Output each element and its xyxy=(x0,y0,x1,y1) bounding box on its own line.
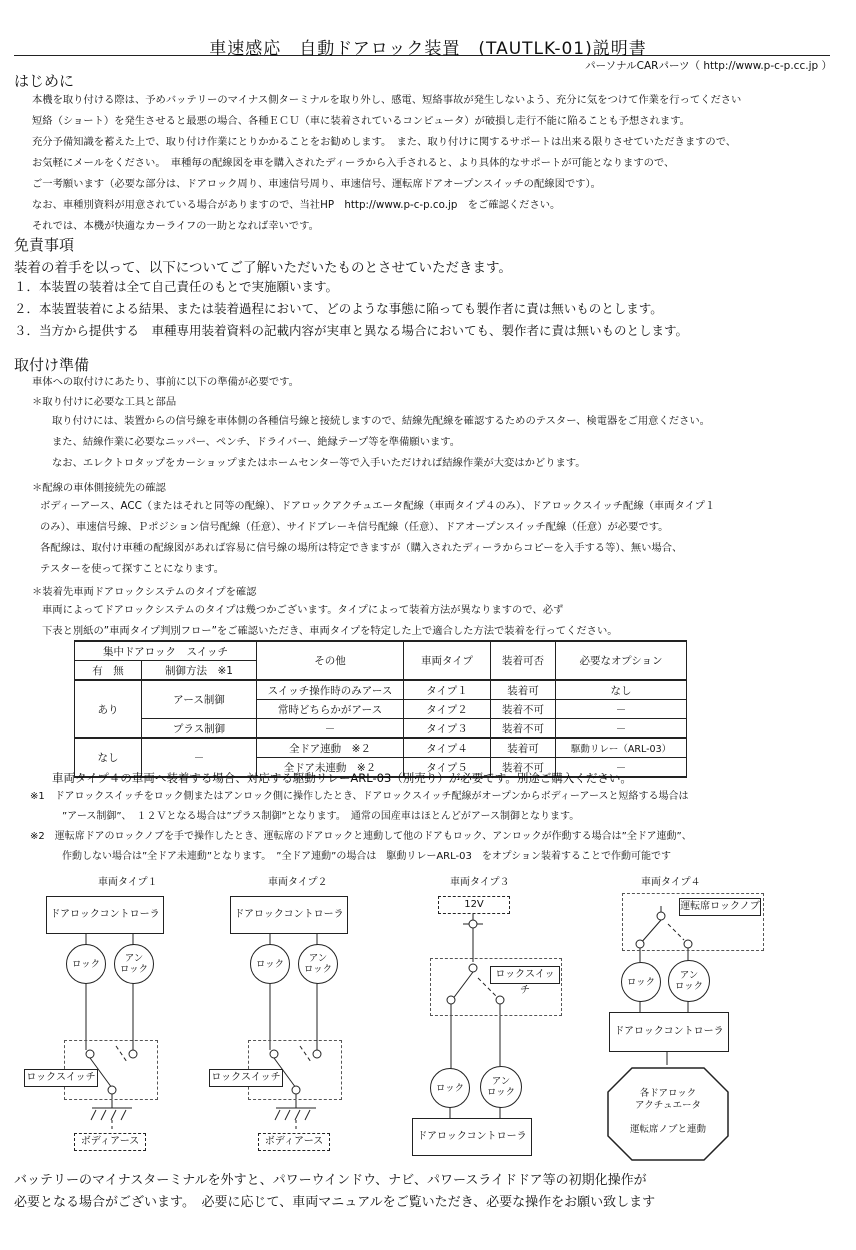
cell-other: 全ドア未連動 ※２ xyxy=(257,758,404,778)
intro-line: 短絡（ショート）を発生させると最悪の場合、各種ＥＣＵ（車に装着されているコンピュータ）が破損し走行不能に陥ることも予想されます。 xyxy=(32,115,690,127)
prep-lead: 車体への取付けにあたり、事前に以下の準備が必要です。 xyxy=(32,376,299,388)
col-vehicle-type: 車両タイプ xyxy=(404,641,491,680)
type4-unlock: アン ロック xyxy=(668,960,710,1002)
col-option: 必要なオプション xyxy=(556,641,687,680)
note-type4: 車両タイプ４の車両へ装着する場合、対応する駆動リレーARL-03（別売り）が必要です。別途ご購入ください。 xyxy=(52,771,632,785)
cell-nashi: なし xyxy=(75,738,142,777)
shop-name: パーソナルCARパーツ（ http://www.p-c-p.cc.jp ） xyxy=(585,60,832,72)
type1-controller: ドアロックコントローラ xyxy=(46,896,164,934)
tools-line: なお、エレクトロタップをカーショップまたはホームセンター等で入手いただければ結線作業が大変はかどります。 xyxy=(52,457,586,469)
cell-ok: 装着不可 xyxy=(491,700,556,719)
cell-earth: アース制御 xyxy=(142,680,257,719)
page-title: 車速感応 自動ドアロック装置 (TAUTLK-01)説明書 xyxy=(209,39,647,59)
disclaimer-heading: 免責事項 xyxy=(14,236,75,254)
type3-controller: ドアロックコントローラ xyxy=(412,1118,532,1156)
col-installable: 装着可否 xyxy=(491,641,556,680)
disclaimer-lead: 装着の着手を以って、以下についてご了解いただいたものとさせていただきます。 xyxy=(14,260,512,276)
tools-line: 取り付けには、装置からの信号線を車体側の各種信号線と接続しますので、結線先配線を確認するためのテスター、検電器をご用意ください。 xyxy=(52,415,710,427)
wiring-line: ボディーアース、ACC（またはそれと同等の配線）、ドアロックアクチュエータ配線（車両タイプ４のみ）、ドアロックスイッチ配線（車両タイプ１ xyxy=(40,500,716,512)
caption-type2: 車両タイプ２ xyxy=(268,877,328,888)
note-2a: ※2 運転席ドアのロックノブを手で操作したとき、運転席のドアロックと連動して他のドアもロック、アンロックが作動する場合は”全ドア連動”、 xyxy=(30,831,692,842)
type4-lock: ロック xyxy=(621,962,661,1002)
cell-other: － xyxy=(257,719,404,739)
intro-heading: はじめに xyxy=(14,72,75,90)
intro-line: ご一考願います（必要な部分は、ドアロック周り、車速信号周り、車速信号、運転席ドアオープンスイッチの配線図です）。 xyxy=(32,178,601,190)
caption-type1: 車両タイプ１ xyxy=(98,877,158,888)
cell-option: 駆動リレー（ARL-03） xyxy=(556,738,687,758)
cell-option: － xyxy=(556,758,687,778)
cell-ok: 装着可 xyxy=(491,738,556,758)
cell-ok: 装着不可 xyxy=(491,719,556,739)
footer-line: 必要となる場合がございます。 必要に応じて、車両マニュアルをご覧いただき、必要な操作をお願い致します xyxy=(14,1195,656,1210)
cell-option: － xyxy=(556,700,687,719)
cell-dash: － xyxy=(142,738,257,777)
prep-heading: 取付け準備 xyxy=(14,356,90,374)
type2-lock: ロック xyxy=(250,944,290,984)
tools-line: また、結線作業に必要なニッパー、ペンチ、ドライバー、絶縁テープ等を準備願います。 xyxy=(52,436,461,448)
type-line: 車両によってドアロックシステムのタイプは幾つかございます。タイプによって装着方法が異なりますので、必ず xyxy=(42,604,564,616)
type2-controller: ドアロックコントローラ xyxy=(230,896,348,934)
note-1b: ”アース制御”、 １２Ｖとなる場合は”プラス制御”となります。 通常の国産車はほとんどがアース制御となります。 xyxy=(62,811,580,822)
footer-note xyxy=(14,1170,655,1214)
type4-driver-knob: 運転席ロックノブ xyxy=(679,898,761,916)
intro-line: 充分予備知識を蓄えた上で、取り付け作業にとりかかることをお勧めします。 また、取り付けに関するサポートは出来る限りさせていただきますので、 xyxy=(32,136,737,148)
type2-body-earth: ボディアース xyxy=(258,1133,330,1151)
wiring-line: のみ）、車速信号線、Ｐポジション信号配線（任意）、サイドブレーキ信号配線（任意）、ドアオープンスイッチ配線（任意）が必要です。 xyxy=(40,521,669,533)
type3-12v: 12V xyxy=(438,896,510,914)
caption-type3: 車両タイプ３ xyxy=(450,877,510,888)
tools-heading: ＊取り付けに必要な工具と部品 xyxy=(32,396,177,408)
col-central-lock: 集中ドアロック スイッチ xyxy=(75,641,257,661)
note-2b: 作動しない場合は”全ドア未連動”となります。 ”全ドア連動”の場合は 駆動リレーARL-03 をオプション装着することで作動可能です xyxy=(62,851,671,862)
intro-line: それでは、本機が快適なカーライフの一助となれば幸いです。 xyxy=(32,220,319,232)
type3-lock-switch: ロックスイッチ xyxy=(490,966,560,984)
cell-type: タイプ２ xyxy=(404,700,491,719)
cell-plus: プラス制御 xyxy=(142,719,257,739)
type2-unlock: アン ロック xyxy=(298,944,338,984)
type1-body-earth: ボディアース xyxy=(74,1133,146,1151)
cell-option: なし xyxy=(556,680,687,700)
col-has: 有 無 xyxy=(75,661,142,681)
intro-line: お気軽にメールをください。 車種毎の配線図を車を購入されたディーラから入手されると、より具体的なサポートが可能となりますので、 xyxy=(32,157,675,169)
cell-other: 全ドア連動 ※２ xyxy=(257,738,404,758)
type3-lock: ロック xyxy=(430,1068,470,1108)
wiring-line: 各配線は、取付け車種の配線図があれば容易に信号線の場所は特定できますが（購入されたディーラからコピーを入手する等）、無い場合、 xyxy=(40,542,683,554)
type3-unlock: アン ロック xyxy=(480,1066,522,1108)
cell-ok: 装着不可 xyxy=(491,758,556,778)
type1-unlock: アン ロック xyxy=(114,944,154,984)
disclaimer-item: ２．本装置装着による結果、または装着過程において、どのような事態に陥っても製作者に責は無いものとします。 xyxy=(14,301,663,316)
cell-type: タイプ３ xyxy=(404,719,491,739)
disclaimer-item: １．本装置の装着は全て自己責任のもとで実施願います。 xyxy=(14,279,339,294)
cell-ok: 装着可 xyxy=(491,680,556,700)
caption-type4: 車両タイプ４ xyxy=(641,877,701,888)
type4-controller: ドアロックコントローラ xyxy=(609,1012,729,1052)
cell-type: タイプ５ xyxy=(404,758,491,778)
wiring-line: テスターを使って探すことになります。 xyxy=(40,563,225,575)
cell-type: タイプ１ xyxy=(404,680,491,700)
cell-other: スイッチ操作時のみアース xyxy=(257,680,404,700)
cell-type: タイプ４ xyxy=(404,738,491,758)
cell-option: － xyxy=(556,719,687,739)
disclaimer-item: ３．当方から提供する 車種専用装着資料の記載内容が実車と異なる場合においても、製作者に責は無いものとします。 xyxy=(14,323,689,338)
note-1a: ※1 ドアロックスイッチをロック側またはアンロック側に操作したとき、ドアロックスイッチ配線がオープンからボディーアースと短絡する場合は xyxy=(30,791,689,802)
cell-ari: あり xyxy=(75,680,142,738)
col-method: 制御方法 ※1 xyxy=(142,661,257,681)
type-heading: ＊装着先車両ドアロックシステムのタイプを確認 xyxy=(32,586,257,598)
intro-line: なお、車種別資料が用意されている場合がありますので、当社HP http://www.p-c-p.co.jp をご確認ください。 xyxy=(32,199,561,211)
col-other: その他 xyxy=(257,641,404,680)
type2-lock-switch: ロックスイッチ xyxy=(209,1069,283,1087)
cell-other: 常時どちらかがアース xyxy=(257,700,404,719)
footer-line: バッテリーのマイナスターミナルを外すと、パワーウインドウ、ナビ、パワースライドドア等の初期化操作が xyxy=(14,1173,647,1188)
type1-lock-switch: ロックスイッチ xyxy=(24,1069,98,1087)
type-line: 下表と別紙の”車両タイプ判別フロー”をご確認いただき、車両タイプを特定した上で適合した方法で装着を行ってください。 xyxy=(42,625,618,637)
type4-actuator: 各ドアロック アクチュエータ 運転席ノブと連動 xyxy=(629,1088,706,1135)
wiring-heading: ＊配線の車体側接続先の確認 xyxy=(32,482,166,494)
intro-line: 本機を取り付ける際は、予めバッテリーのマイナス側ターミナルを取り外し、感電、短絡事故が発生しないよう、充分に気をつけて作業を行ってください xyxy=(32,94,742,106)
type1-lock: ロック xyxy=(66,944,106,984)
